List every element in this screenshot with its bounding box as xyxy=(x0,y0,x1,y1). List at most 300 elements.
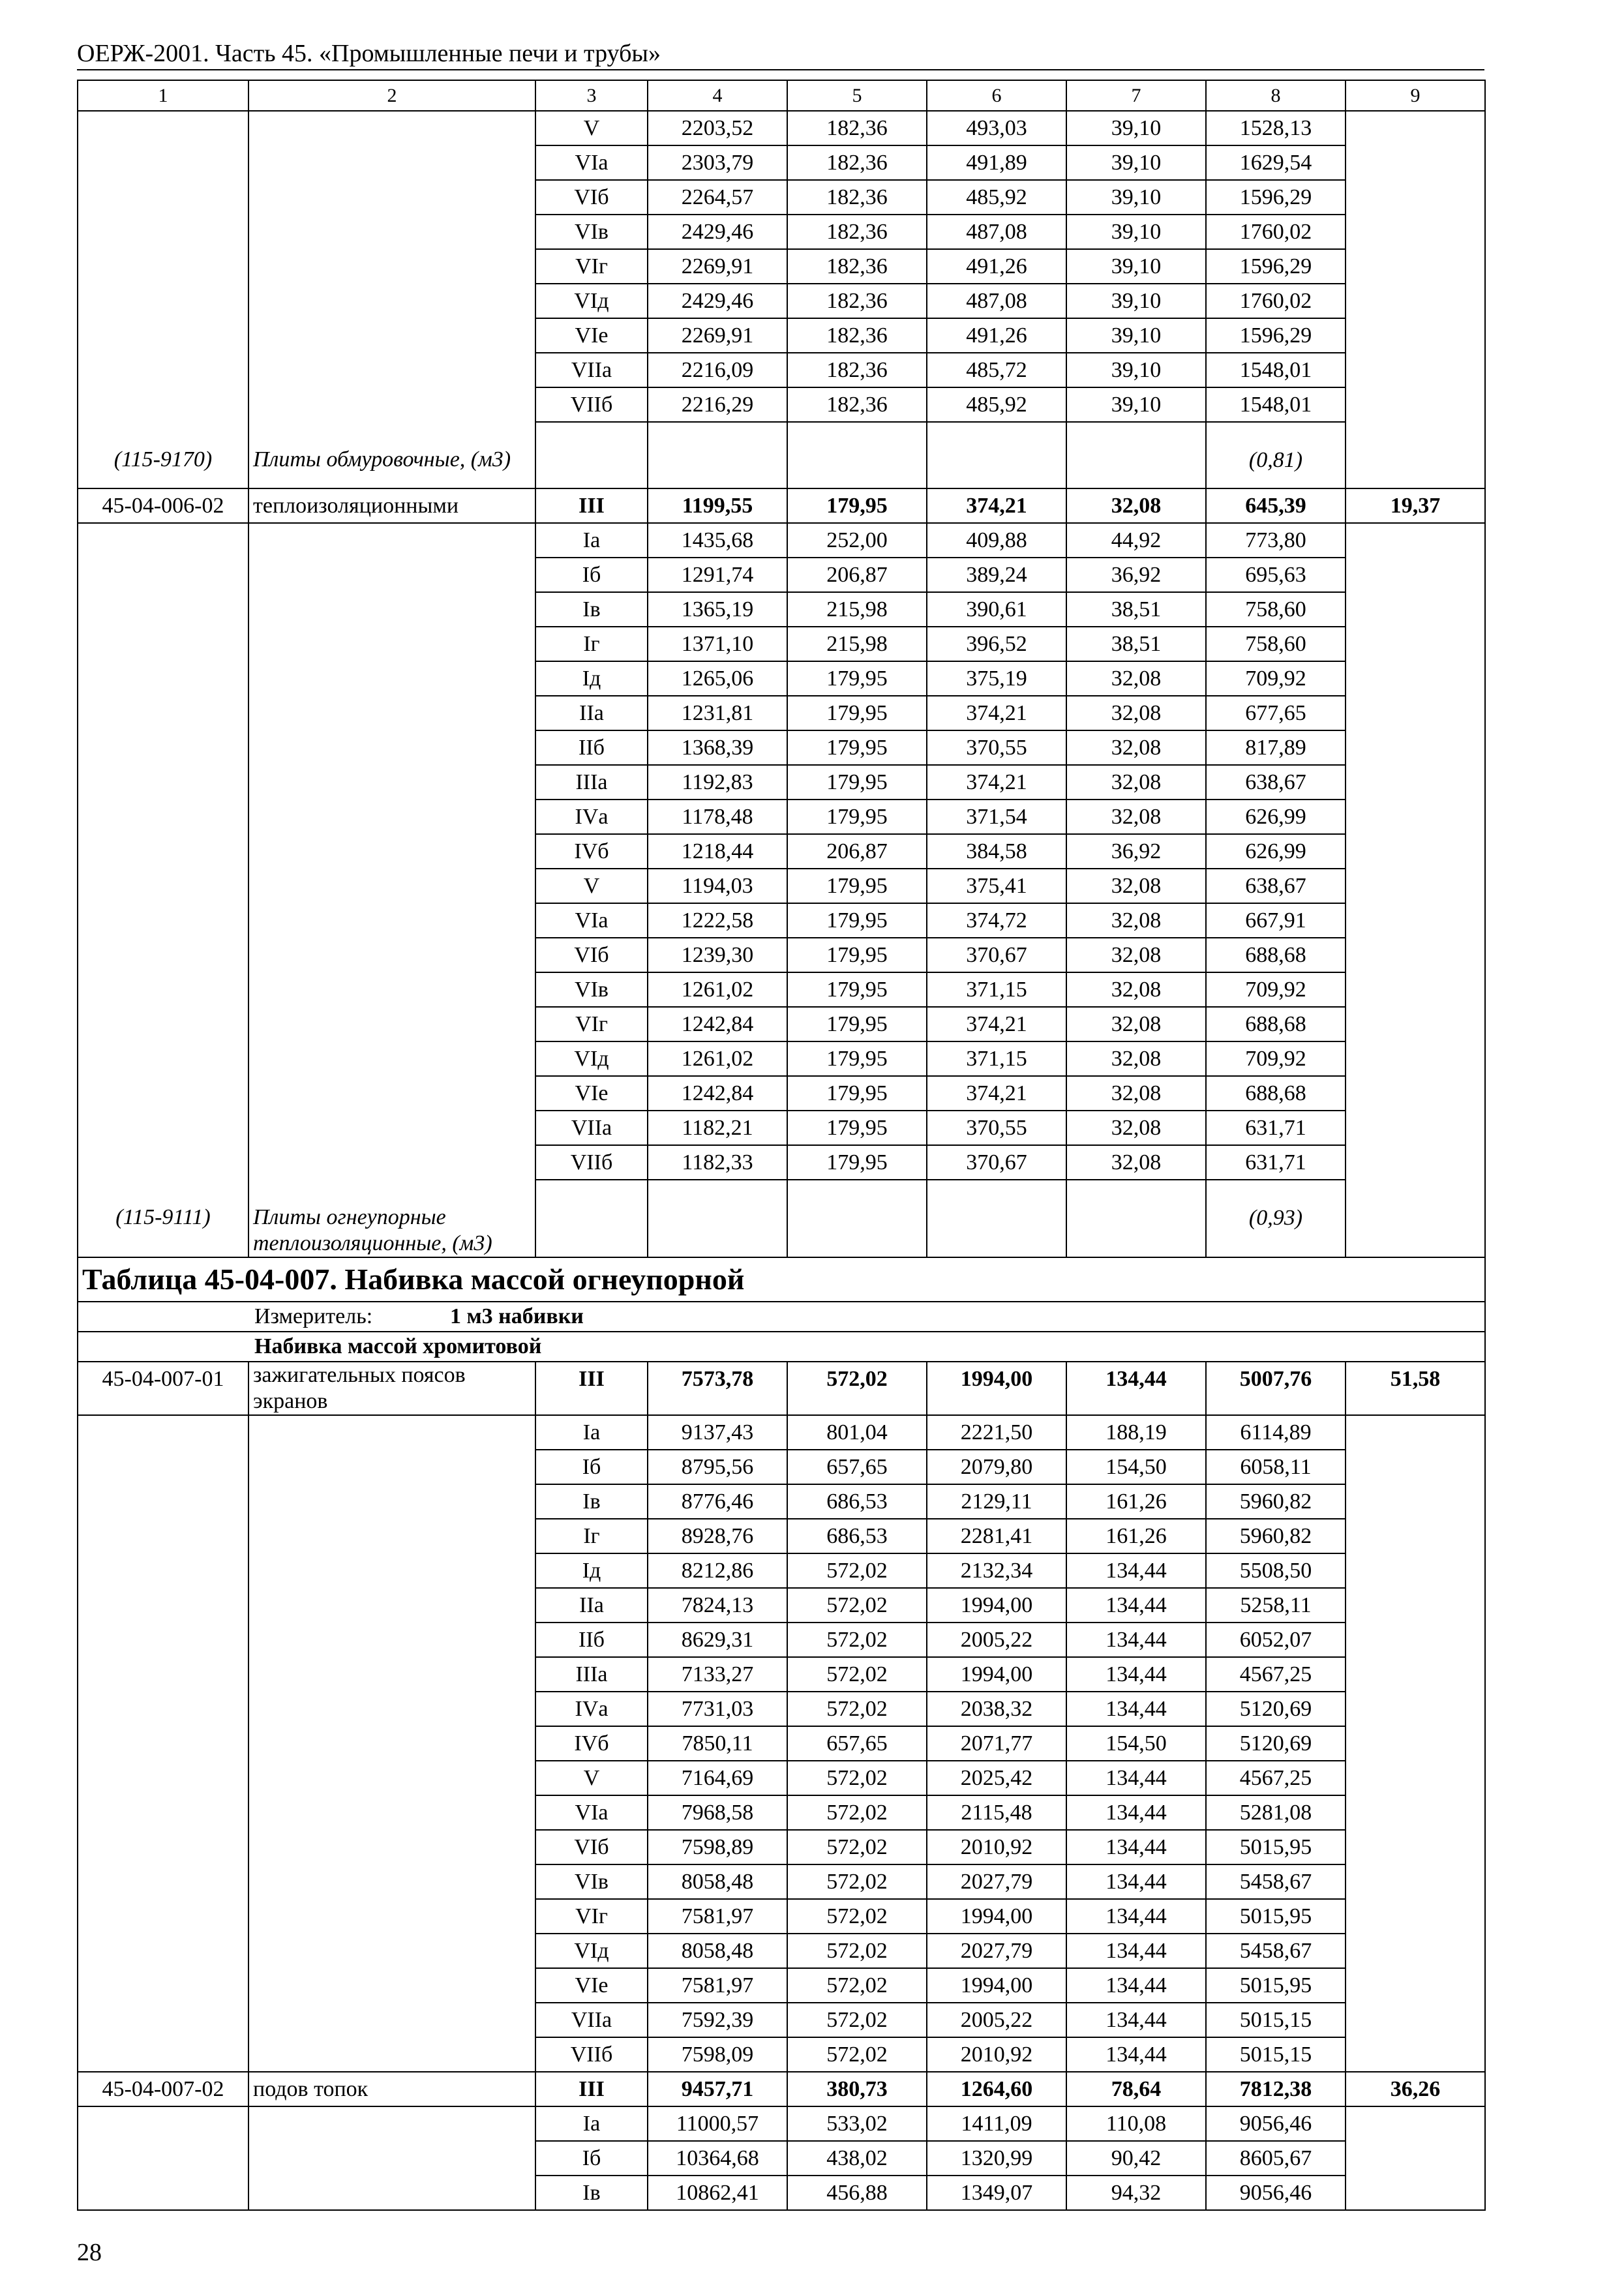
value-cell: 8058,48 xyxy=(648,1934,787,1968)
zone-cell: VIIа xyxy=(535,2003,648,2037)
table-row xyxy=(78,1553,1485,1588)
subheading: Набивка массой хромитовой xyxy=(254,1334,542,1358)
header-rule xyxy=(77,69,1484,70)
code-cell xyxy=(78,111,248,145)
value-cell: 374,21 xyxy=(927,1076,1066,1111)
value-cell: 5458,67 xyxy=(1206,1934,1346,1968)
zone-cell: IIIа xyxy=(535,1657,648,1692)
table-row xyxy=(78,696,1485,730)
value-cell: 758,60 xyxy=(1206,627,1346,661)
value-cell: 7581,97 xyxy=(648,1899,787,1934)
zone-cell: IIб xyxy=(535,1623,648,1657)
table-row xyxy=(78,1007,1485,1041)
value-cell: 215,98 xyxy=(787,592,927,627)
name-cell xyxy=(248,1415,535,1450)
value-cell: 1365,19 xyxy=(648,592,787,627)
value-cell: 1596,29 xyxy=(1206,249,1346,284)
value-cell: 179,95 xyxy=(787,1145,927,1180)
value-cell: 1320,99 xyxy=(927,2141,1066,2176)
table-row xyxy=(78,1657,1485,1692)
col9-cell xyxy=(1346,249,1485,284)
value-cell: 491,89 xyxy=(927,145,1066,180)
value-cell: 182,36 xyxy=(787,387,927,422)
value-cell: 374,21 xyxy=(927,1007,1066,1041)
code-cell xyxy=(78,661,248,696)
value-cell: 32,08 xyxy=(1066,488,1206,523)
value-cell: 7812,38 xyxy=(1206,2072,1346,2106)
table-row xyxy=(78,2037,1485,2072)
value-cell: 182,36 xyxy=(787,318,927,353)
code-cell xyxy=(78,180,248,215)
value-cell: 39,10 xyxy=(1066,284,1206,318)
zone-cell: VIд xyxy=(535,1041,648,1076)
zone-cell: IVа xyxy=(535,1692,648,1726)
zone-cell: Iа xyxy=(535,523,648,558)
table-row xyxy=(78,730,1485,765)
name-cell xyxy=(248,353,535,387)
value-cell: 32,08 xyxy=(1066,730,1206,765)
column-number-row xyxy=(78,80,1485,111)
value-cell: 179,95 xyxy=(787,1041,927,1076)
value-cell: 44,92 xyxy=(1066,523,1206,558)
name-cell xyxy=(248,1076,535,1111)
name-cell xyxy=(248,627,535,661)
value-cell: 572,02 xyxy=(787,1362,927,1415)
value-cell: 1368,39 xyxy=(648,730,787,765)
value-cell: 409,88 xyxy=(927,523,1066,558)
value-cell: 389,24 xyxy=(927,558,1066,592)
zone-cell: IIа xyxy=(535,1588,648,1623)
name-cell xyxy=(248,1692,535,1726)
column-number: 7 xyxy=(1066,80,1206,111)
value-cell: 134,44 xyxy=(1066,1657,1206,1692)
code-cell xyxy=(78,387,248,422)
value-cell: 9056,46 xyxy=(1206,2176,1346,2210)
col9-cell xyxy=(1346,1519,1485,1553)
value-cell: 11000,57 xyxy=(648,2106,787,2141)
table-row xyxy=(78,1830,1485,1864)
value-cell: 485,72 xyxy=(927,353,1066,387)
value-cell: 9137,43 xyxy=(648,1415,787,1450)
measure-row xyxy=(78,1302,1485,1332)
value-cell: 631,71 xyxy=(1206,1111,1346,1145)
value-cell: 179,95 xyxy=(787,661,927,696)
col9-cell xyxy=(1346,1007,1485,1041)
code-cell xyxy=(78,1864,248,1899)
value-cell: 2221,50 xyxy=(927,1415,1066,1450)
value-cell: 1199,55 xyxy=(648,488,787,523)
value-cell: 134,44 xyxy=(1066,1830,1206,1864)
col9-cell xyxy=(1346,1692,1485,1726)
table-row xyxy=(78,1899,1485,1934)
value-cell: 32,08 xyxy=(1066,869,1206,903)
name-cell xyxy=(248,2037,535,2072)
name-cell xyxy=(248,592,535,627)
value-cell: 5120,69 xyxy=(1206,1726,1346,1761)
empty-cell xyxy=(648,1180,787,1257)
code-cell xyxy=(78,249,248,284)
value-cell: 626,99 xyxy=(1206,834,1346,869)
name-cell xyxy=(248,249,535,284)
col9-value: 19,37 xyxy=(1346,488,1485,523)
col9-cell xyxy=(1346,284,1485,318)
col9-cell xyxy=(1346,2003,1485,2037)
zone-cell: VIд xyxy=(535,284,648,318)
value-cell: 188,19 xyxy=(1066,1415,1206,1450)
value-cell: 5120,69 xyxy=(1206,1692,1346,1726)
name-cell xyxy=(248,318,535,353)
value-cell: 7824,13 xyxy=(648,1588,787,1623)
resource-ref-row xyxy=(78,422,1485,488)
col9-value: 51,58 xyxy=(1346,1362,1485,1415)
name-cell xyxy=(248,2106,535,2141)
value-cell: 179,95 xyxy=(787,903,927,938)
code-cell xyxy=(78,1007,248,1041)
value-cell: 39,10 xyxy=(1066,387,1206,422)
col9-cell xyxy=(1346,1830,1485,1864)
value-cell: 1994,00 xyxy=(927,1362,1066,1415)
value-cell: 134,44 xyxy=(1066,1864,1206,1899)
table-row xyxy=(78,1519,1485,1553)
value-cell: 110,08 xyxy=(1066,2106,1206,2141)
zone-cell: VIе xyxy=(535,1076,648,1111)
value-cell: 572,02 xyxy=(787,1795,927,1830)
col9-cell xyxy=(1346,1180,1485,1257)
code-cell xyxy=(78,1111,248,1145)
name-cell xyxy=(248,1726,535,1761)
col9-cell xyxy=(1346,1450,1485,1484)
value-cell: 1411,09 xyxy=(927,2106,1066,2141)
value-cell: 1239,30 xyxy=(648,938,787,972)
empty-cell xyxy=(648,422,787,488)
value-cell: 456,88 xyxy=(787,2176,927,2210)
value-cell: 5015,95 xyxy=(1206,1899,1346,1934)
value-cell: 6052,07 xyxy=(1206,1623,1346,1657)
code-cell xyxy=(78,1795,248,1830)
empty-cell xyxy=(927,1180,1066,1257)
column-number: 1 xyxy=(78,80,248,111)
value-cell: 688,68 xyxy=(1206,1007,1346,1041)
value-cell: 1264,60 xyxy=(927,2072,1066,2106)
value-cell: 5015,15 xyxy=(1206,2003,1346,2037)
value-cell: 179,95 xyxy=(787,730,927,765)
page-number: 28 xyxy=(77,2239,102,2266)
name-cell xyxy=(248,1830,535,1864)
resource-code-text: (115-9111) xyxy=(115,1205,211,1229)
value-cell: 179,95 xyxy=(787,1007,927,1041)
value-cell: 1178,48 xyxy=(648,800,787,834)
col9-cell xyxy=(1346,523,1485,558)
value-cell: 5960,82 xyxy=(1206,1484,1346,1519)
column-number: 9 xyxy=(1346,80,1485,111)
table-row xyxy=(78,1934,1485,1968)
value-cell: 371,15 xyxy=(927,1041,1066,1076)
code-cell xyxy=(78,1692,248,1726)
value-cell: 1596,29 xyxy=(1206,180,1346,215)
col9-cell xyxy=(1346,1726,1485,1761)
table-row xyxy=(78,2003,1485,2037)
value-cell: 493,03 xyxy=(927,111,1066,145)
table-row xyxy=(78,1450,1485,1484)
table-row xyxy=(78,1795,1485,1830)
value-cell: 374,21 xyxy=(927,488,1066,523)
table-row xyxy=(78,903,1485,938)
col9-cell xyxy=(1346,2141,1485,2176)
table-row xyxy=(78,145,1485,180)
name-cell xyxy=(248,903,535,938)
zone-cell: VIв xyxy=(535,215,648,249)
table-row xyxy=(78,661,1485,696)
table-row xyxy=(78,1484,1485,1519)
value-cell: 5015,95 xyxy=(1206,1830,1346,1864)
name-cell xyxy=(248,938,535,972)
value-cell: 688,68 xyxy=(1206,938,1346,972)
table-title-row xyxy=(78,1257,1485,1302)
value-cell: 2115,48 xyxy=(927,1795,1066,1830)
value-cell: 32,08 xyxy=(1066,972,1206,1007)
empty-cell xyxy=(535,1180,648,1257)
code-cell xyxy=(78,627,248,661)
value-cell: 2429,46 xyxy=(648,284,787,318)
subheading-cell xyxy=(78,1332,1485,1362)
value-cell: 572,02 xyxy=(787,1761,927,1795)
col9-cell xyxy=(1346,318,1485,353)
value-cell: 32,08 xyxy=(1066,1111,1206,1145)
value-cell: 1231,81 xyxy=(648,696,787,730)
value-cell: 1371,10 xyxy=(648,627,787,661)
value-cell: 572,02 xyxy=(787,1899,927,1934)
code-cell xyxy=(78,1588,248,1623)
name-cell xyxy=(248,1450,535,1484)
value-cell: 179,95 xyxy=(787,800,927,834)
table-row-main xyxy=(78,1362,1485,1415)
zone-cell: IIIа xyxy=(535,765,648,800)
value-cell: 1528,13 xyxy=(1206,111,1346,145)
value-cell: 1261,02 xyxy=(648,1041,787,1076)
value-cell: 485,92 xyxy=(927,387,1066,422)
table-row xyxy=(78,249,1485,284)
value-cell: 5015,15 xyxy=(1206,2037,1346,2072)
value-cell: 154,50 xyxy=(1066,1450,1206,1484)
name-cell xyxy=(248,215,535,249)
value-cell: 39,10 xyxy=(1066,111,1206,145)
zone-cell: IVб xyxy=(535,1726,648,1761)
value-cell: 2281,41 xyxy=(927,1519,1066,1553)
zone-cell: Iб xyxy=(535,2141,648,2176)
value-cell: 773,80 xyxy=(1206,523,1346,558)
table-row xyxy=(78,1726,1485,1761)
col9-cell xyxy=(1346,1623,1485,1657)
column-number: 4 xyxy=(648,80,787,111)
value-cell: 10364,68 xyxy=(648,2141,787,2176)
col9-cell xyxy=(1346,387,1485,422)
value-cell: 5258,11 xyxy=(1206,1588,1346,1623)
value-cell: 8795,56 xyxy=(648,1450,787,1484)
col9-cell xyxy=(1346,1899,1485,1934)
name-cell xyxy=(248,1111,535,1145)
table-row-main xyxy=(78,2072,1485,2106)
zone-cell: Iв xyxy=(535,592,648,627)
name-cell xyxy=(248,1041,535,1076)
code-cell xyxy=(78,1968,248,2003)
value-cell: 2071,77 xyxy=(927,1726,1066,1761)
value-cell: 179,95 xyxy=(787,938,927,972)
zone-cell: VIа xyxy=(535,903,648,938)
col9-cell xyxy=(1346,627,1485,661)
table-row xyxy=(78,1761,1485,1795)
value-cell: 2203,52 xyxy=(648,111,787,145)
value-cell: 9056,46 xyxy=(1206,2106,1346,2141)
value-cell: 374,21 xyxy=(927,696,1066,730)
value-cell: 32,08 xyxy=(1066,661,1206,696)
table-row xyxy=(78,938,1485,972)
value-cell: 134,44 xyxy=(1066,1761,1206,1795)
zone-cell: VIв xyxy=(535,1864,648,1899)
value-cell: 39,10 xyxy=(1066,215,1206,249)
col9-cell xyxy=(1346,558,1485,592)
zone-cell: Iа xyxy=(535,2106,648,2141)
zone-cell: VIг xyxy=(535,249,648,284)
value-cell: 7598,09 xyxy=(648,2037,787,2072)
value-cell: 182,36 xyxy=(787,145,927,180)
table-row xyxy=(78,1588,1485,1623)
value-cell: 1291,74 xyxy=(648,558,787,592)
value-cell: 817,89 xyxy=(1206,730,1346,765)
code-cell xyxy=(78,1415,248,1450)
value-cell: 39,10 xyxy=(1066,180,1206,215)
code-cell xyxy=(78,1553,248,1588)
name-cell xyxy=(248,523,535,558)
resource-name-text: Плиты обмуровочные, (м3) xyxy=(253,447,511,471)
value-cell: 5007,76 xyxy=(1206,1362,1346,1415)
value-cell: 396,52 xyxy=(927,627,1066,661)
table-row xyxy=(78,284,1485,318)
table-row xyxy=(78,1692,1485,1726)
name-cell xyxy=(248,1553,535,1588)
zone-cell: VIе xyxy=(535,318,648,353)
col9-cell xyxy=(1346,1864,1485,1899)
value-cell: 36,92 xyxy=(1066,558,1206,592)
value-cell: 252,00 xyxy=(787,523,927,558)
value-cell: 533,02 xyxy=(787,2106,927,2141)
value-cell: 572,02 xyxy=(787,1588,927,1623)
value-cell: 1265,06 xyxy=(648,661,787,696)
value-cell: 206,87 xyxy=(787,834,927,869)
col9-cell xyxy=(1346,1484,1485,1519)
table-row xyxy=(78,353,1485,387)
value-cell: 134,44 xyxy=(1066,1588,1206,1623)
col9-cell xyxy=(1346,1588,1485,1623)
value-cell: 2027,79 xyxy=(927,1864,1066,1899)
zone-cell: VIг xyxy=(535,1007,648,1041)
value-cell: 39,10 xyxy=(1066,249,1206,284)
table-row xyxy=(78,765,1485,800)
code-cell xyxy=(78,215,248,249)
value-cell: 572,02 xyxy=(787,1692,927,1726)
value-cell: 182,36 xyxy=(787,215,927,249)
col9-cell xyxy=(1346,1076,1485,1111)
value-cell: 2264,57 xyxy=(648,180,787,215)
value-cell: 645,39 xyxy=(1206,488,1346,523)
table-row xyxy=(78,318,1485,353)
table-row xyxy=(78,111,1485,145)
zone-cell: VIIб xyxy=(535,387,648,422)
value-cell: 32,08 xyxy=(1066,1145,1206,1180)
value-cell: 134,44 xyxy=(1066,1692,1206,1726)
table-body xyxy=(78,80,1485,2210)
value-cell: 1760,02 xyxy=(1206,284,1346,318)
code-cell xyxy=(78,938,248,972)
resource-name xyxy=(248,422,535,488)
resource-ref-row xyxy=(78,1180,1485,1257)
zone-cell: IIа xyxy=(535,696,648,730)
code-cell xyxy=(78,903,248,938)
table-row xyxy=(78,558,1485,592)
name-cell xyxy=(248,1968,535,2003)
name-cell xyxy=(248,180,535,215)
name-cell xyxy=(248,284,535,318)
zone-cell: IVа xyxy=(535,800,648,834)
item-name: теплоизоляционными xyxy=(248,488,535,523)
name-cell xyxy=(248,834,535,869)
zone-cell: Iа xyxy=(535,1415,648,1450)
name-cell xyxy=(248,1145,535,1180)
name-cell xyxy=(248,661,535,696)
value-cell: 8928,76 xyxy=(648,1519,787,1553)
value-cell: 677,65 xyxy=(1206,696,1346,730)
value-cell: 2038,32 xyxy=(927,1692,1066,1726)
table-row xyxy=(78,1415,1485,1450)
value-cell: 5015,95 xyxy=(1206,1968,1346,2003)
value-cell: 1261,02 xyxy=(648,972,787,1007)
value-cell: 375,19 xyxy=(927,661,1066,696)
col9-cell xyxy=(1346,2037,1485,2072)
col9-cell xyxy=(1346,800,1485,834)
value-cell: 32,08 xyxy=(1066,1076,1206,1111)
code-cell xyxy=(78,1657,248,1692)
measure-label: Измеритель: xyxy=(254,1304,373,1328)
code-cell xyxy=(78,145,248,180)
value-cell: 384,58 xyxy=(927,834,1066,869)
code-cell xyxy=(78,558,248,592)
table-row xyxy=(78,1968,1485,2003)
value-cell: 438,02 xyxy=(787,2141,927,2176)
value-cell: 7592,39 xyxy=(648,2003,787,2037)
col9-cell xyxy=(1346,1968,1485,2003)
measure-value: 1 м3 набивки xyxy=(450,1304,584,1328)
col9-cell xyxy=(1346,903,1485,938)
col9-cell xyxy=(1346,1041,1485,1076)
table-row xyxy=(78,800,1485,834)
code-cell xyxy=(78,592,248,627)
table-row xyxy=(78,1111,1485,1145)
empty-cell xyxy=(787,422,927,488)
resource-name xyxy=(248,1180,535,1257)
code-cell xyxy=(78,1934,248,1968)
value-cell: 657,65 xyxy=(787,1450,927,1484)
table-row xyxy=(78,2106,1485,2141)
code-cell xyxy=(78,730,248,765)
code-cell xyxy=(78,1041,248,1076)
value-cell: 2216,09 xyxy=(648,353,787,387)
resource-name-text: Плиты огнеупорные теплоизоляционные, (м3) xyxy=(253,1205,492,1255)
empty-cell xyxy=(1066,1180,1206,1257)
subheading-row xyxy=(78,1332,1485,1362)
code-cell xyxy=(78,1726,248,1761)
name-cell xyxy=(248,1864,535,1899)
zone-cell: VIа xyxy=(535,1795,648,1830)
name-cell xyxy=(248,1484,535,1519)
